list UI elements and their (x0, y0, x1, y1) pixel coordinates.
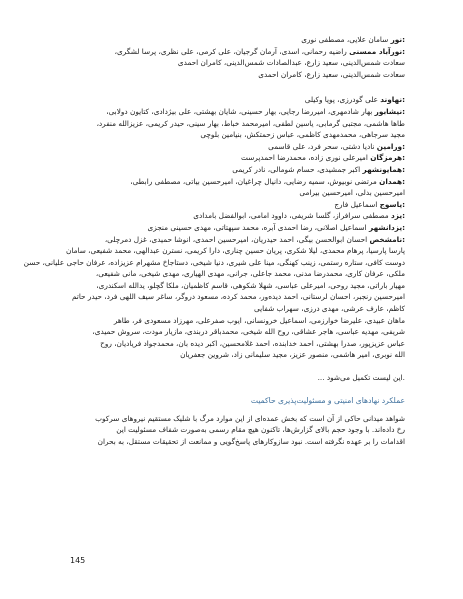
list-line (70, 291, 405, 303)
section-heading: عملکرد نهادهای امنیتی و مسئولیت‌پذیری حاکمیت (250, 395, 405, 405)
names: مصطفی سرافراز، گلسا شریفی، داوود امامی، ابوالفضل بامدادی (193, 211, 389, 221)
list-line (70, 326, 405, 338)
city-label: :یزد (391, 211, 405, 221)
list-line (70, 69, 405, 81)
page-number: 145 (70, 556, 86, 565)
names: ماهان عبیدی، علیرضا خوارزمی، اسماعیل خرونسانی، ایوب صفرعلی، مهرزاد مسعودی فر، طاهر (113, 315, 405, 325)
city-label: :نیشابور (374, 106, 405, 116)
names: الله نوبری، امیر هاشمی، منصور عزیز، مجید سلیمانی زاد، شروین جعفریان (180, 350, 405, 360)
names: نادیا دشتی، سحر فرد، علی قاسمی (268, 141, 375, 151)
list-line (70, 176, 405, 188)
names: اسماعیل اصلانی، رضا احمدی آبره، محمد سپهتاتی، مهدی حسینی منجزی (147, 222, 367, 232)
list-line (70, 152, 405, 164)
names: بهار شادمهری، امیررضا رجایی، بهار حسینی، شایان بهشتی، علی بیژدادی، کتایون دولابی، (106, 106, 373, 116)
list-line (70, 280, 405, 292)
list-line (70, 187, 405, 199)
names: امیرعلی نوری زاده، محمدرضا احمدپرست (241, 153, 368, 163)
list-line (70, 303, 405, 315)
list-line (70, 349, 405, 361)
paragraph-line: اقدامات را بر عهده نگرفته است. نبود سازوکارهای پاسخ‌گویی و ممانعت از تحقیقات مستقل، به بحران (97, 437, 405, 447)
city-label: :همایونشهر (362, 164, 405, 174)
names: عباس عزیزپور، صدرا بهشتی، احمد خدابنده، احمد غلامحسین، اکبر دیده بان، محمدجواد فریادیان، روح (100, 338, 405, 348)
list-line (70, 210, 405, 222)
section-paragraph (70, 413, 405, 448)
names: راضیه رحمانی، اسدی، آرمان گرجیان، علی کرمی، علی نظری، پرسا لشگری، (114, 46, 347, 56)
names: احسان ابوالحسن بیگی، احمد حیدریان، امیرحسین احمدی، انوشا حمیدی، غزل دمرچلی، (104, 234, 368, 244)
city-label: :هرمزگان (370, 153, 405, 163)
list-line (70, 222, 405, 234)
list-line (70, 46, 405, 58)
city-label: :نورآباد ممسنی (349, 46, 405, 56)
city-label: :نهاوند (380, 95, 405, 105)
names: دوست کافی، ستاره رستمی، زینب کهنگی، مینا علی شیری، دنیا شیخی، دستاجاخ مشهرام عزیزاده، عرفان حاجی علیانی، حسن (23, 257, 405, 267)
list-line (70, 234, 405, 246)
names: شریفی، مهدیه عباسی، هاجر عشاقی، روح الله شیخی، محمدباقر دربندی، مازیار مودت، سروش حمیدی، (92, 327, 405, 337)
victims-list-part-1 (70, 34, 405, 80)
names: علی گودرزی، پویا وکیلی (304, 95, 378, 105)
list-line (70, 129, 405, 141)
names: امیرحسین بدلی، امیرحسین بیرامی (299, 188, 405, 198)
names: پارسا پارسیا، پرهام محمدی، لیلا شکری، پریان حسین چناری، دارا کریمی، نسترن عبدالهی، محمد شفیعی، سامان (66, 246, 405, 256)
list-line (70, 94, 405, 106)
list-line (70, 164, 405, 176)
list-line (66, 245, 405, 257)
list-line (70, 268, 405, 280)
list-line (23, 257, 405, 269)
city-label: :همدان (379, 176, 405, 186)
city-label: :نور (390, 35, 405, 44)
names: طاها هاشمی، مجتبی گرمابی، یاسین لطفی، امیرمحمد خباط، بهار سینی، حیدر کریمی، عزیزالله منفرد، (96, 118, 405, 128)
list-line (70, 34, 405, 46)
names: اکبر جمشیدی، حسام شومالی، نادر کریمی (232, 164, 361, 174)
city-label: :نامشخص (369, 234, 405, 244)
city-label: :یزدانشهر (369, 222, 405, 232)
names: سامان علایی، مصطفی نوری (301, 35, 389, 44)
names: مرتضی نوبیوش، سمیه رضایی، دانیال چراغیان، امیرحسین بیاتی، مصطفی رابطی، (130, 176, 377, 186)
city-label: :یاسوج (379, 199, 405, 209)
document-body (23, 34, 405, 448)
victims-list-part-2 (23, 94, 405, 361)
list-line (70, 315, 405, 327)
names: مجید سرجاهی، محمدمهدی کاظمی، عباس زحمتکش، بنیامین بلوچی (200, 130, 405, 140)
city-label: :ورامین (376, 141, 405, 151)
names: کاظم، عارف عرشی، مهدی درزی، سهراب شفایی (254, 304, 405, 314)
closing-line: .این لیست تکمیل می‌شود ... (317, 373, 405, 383)
list-line (70, 106, 405, 118)
list-line (70, 118, 405, 130)
names: سعادت شمس‌الدینی، سعید زارع، عبدالصادات شمس‌الدینی، کامران احمدی (177, 58, 405, 68)
names: ملکی، عرفان کاری، محمدرضا مدنی، محمد جاعلی، جرانی، مهدی الهیاری، مهدی شیخی، مانی شفیعی، (95, 269, 405, 279)
names: مهیار باراتی، مجید روحی، امیرعلی عباسی، شهلا شکوهی، قاسم کاظمیان، ملکا گچلو، یدالله اسکندری، (96, 280, 405, 290)
paragraph-line: رخ داده‌اند. با وجود حجم بالای گزارش‌ها، تاکنون هیچ مقام رسمی به‌صورت شفاف مسئولیت این (116, 425, 405, 435)
paragraph-line: شواهد میدانی حاکی از آن است که بخش عمده‌ای از این موارد مرگ با شلیک مستقیم نیروهای سرکوب (95, 413, 405, 423)
list-line (70, 57, 405, 69)
names: اسماعیل فارج (334, 199, 378, 209)
list-line (70, 199, 405, 211)
list-line (70, 141, 405, 153)
names: امیرحسین رنجبر، احسان لرستانی، احمد دیده‌ور، محمد کرده، مسعود دروگر، ساغر سیف اللهی فرد، حیدر حاتم (71, 292, 405, 302)
names: سعادت شمس‌الدینی، سعید زارع، کامران احمدی (258, 69, 405, 79)
list-line (70, 338, 405, 350)
